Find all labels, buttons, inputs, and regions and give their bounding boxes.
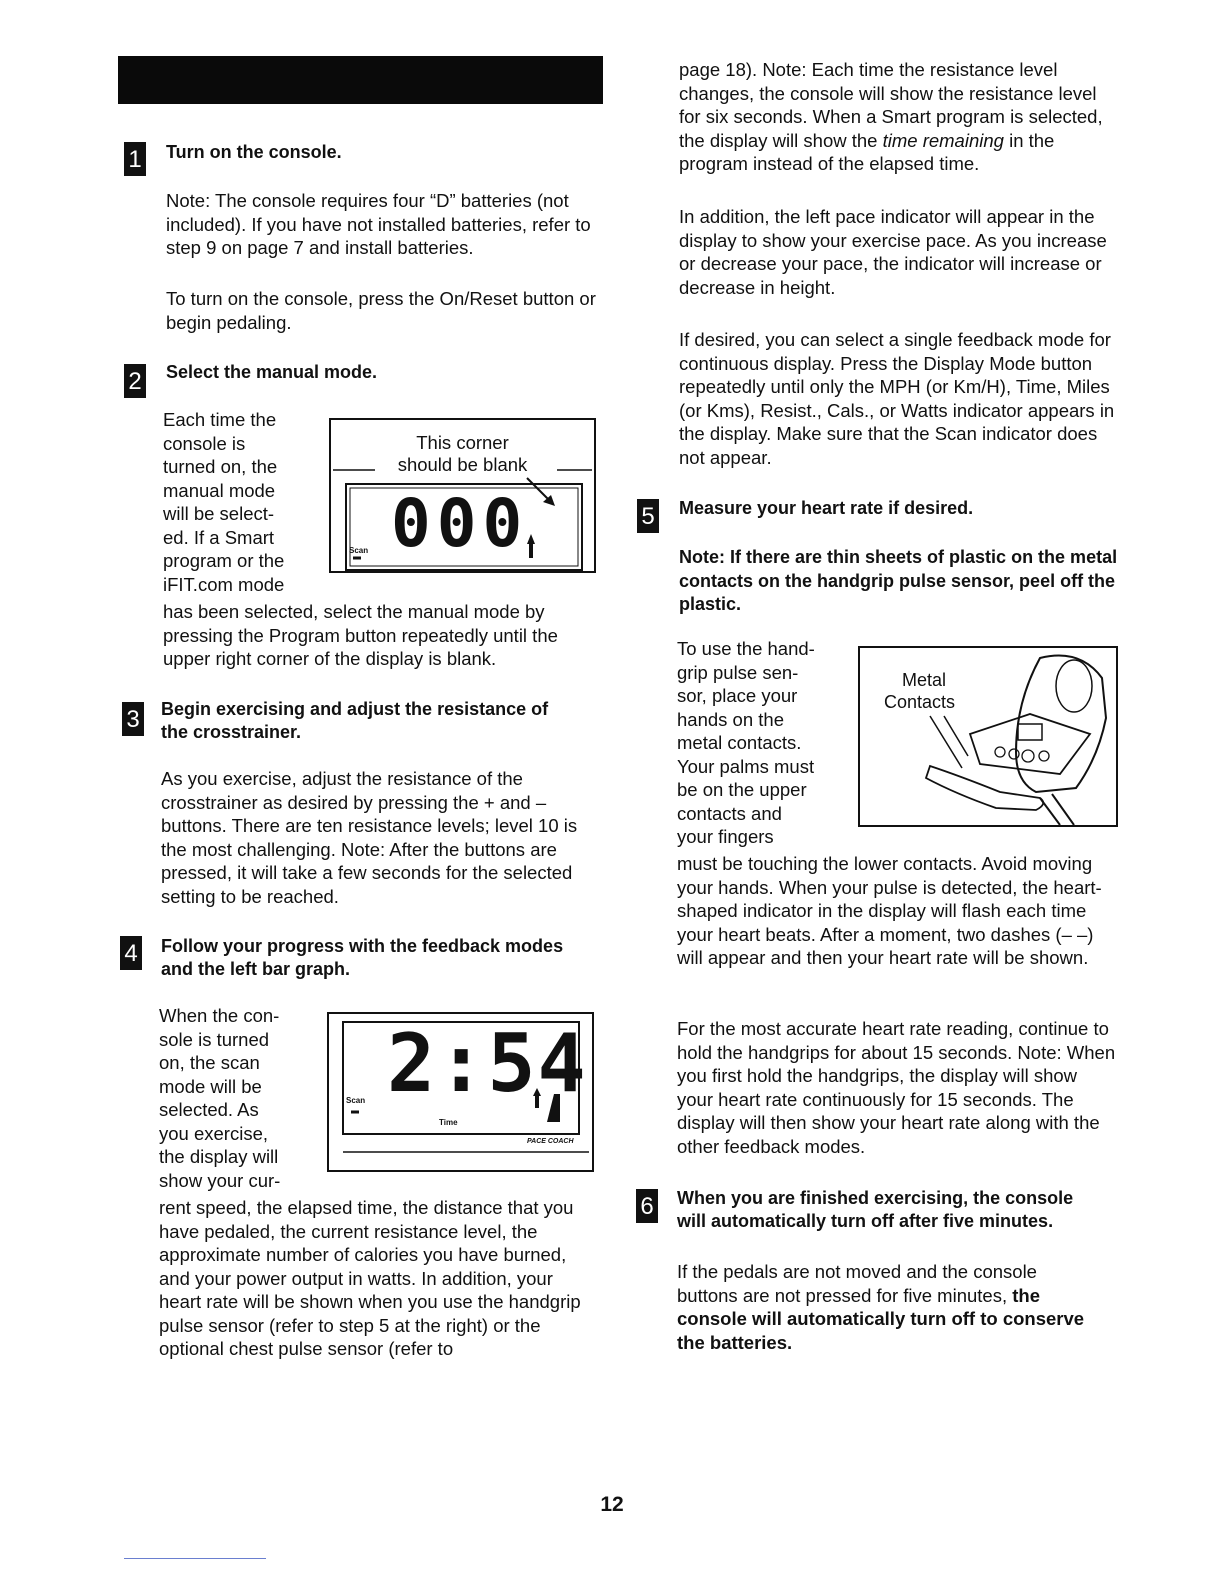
bold-text: the console will automatically turn off to conserve the batteries. — [677, 1284, 1085, 1353]
right-paragraph-2: In addition, the left pace indicator will appear in the display to show your exercise pace. As you increase or decrease your pace, the indicator will increase or decrease in height. — [679, 206, 1107, 298]
scan-indicator: Scan — [349, 546, 369, 555]
step-6-body — [677, 1260, 1097, 1354]
callout-line-2: should be blank — [397, 454, 528, 475]
text-run: page 18). Note: Each time the resistance level changes, the console will show the resistance level for six seconds. When a Smart program is selected, the display will show the — [679, 59, 1103, 151]
text-line: on, the scan — [159, 1052, 260, 1073]
step-2-title: Select the manual mode. — [166, 362, 378, 382]
step-3-number: 3 — [122, 702, 144, 736]
footer-rule — [124, 1558, 266, 1559]
step-1-title: Turn on the console. — [166, 142, 342, 162]
text-run: in the program instead of the elapsed time. — [679, 129, 1055, 174]
text-line: be on the upper — [677, 779, 807, 800]
text-line: When the con- — [159, 1005, 280, 1026]
text-line: selected. As — [159, 1099, 259, 1120]
scan-mode-display-figure — [327, 1012, 594, 1172]
step-3-body: As you exercise, adjust the resistance of the crosstrainer as desired by pressing the + and – buttons. There are ten resistance levels; level 10 is the most challenging. Note: After the buttons are pressed, it will take a few seconds for the selected setting to be reached. — [161, 768, 578, 907]
text-line: the display will — [159, 1146, 279, 1167]
text-line: will be select- — [163, 503, 275, 524]
page-number: 12 — [600, 1493, 624, 1516]
step-5-number: 5 — [637, 499, 659, 533]
handgrip-illustration — [860, 648, 1116, 825]
right-paragraph-3: If desired, you can select a single feedback mode for continuous display. Press the Display Mode button repeatedly until only the MPH (or Km/H), Time, Miles (or Kms), Resist., Cals., or Watts indicator appears in the display. Make sure that the Scan indicator does not appear. — [679, 329, 1115, 468]
step-5-title: Measure your heart rate if desired. — [679, 498, 974, 518]
step-3-title-line-2: the crosstrainer. — [161, 722, 302, 742]
text-line: you exercise, — [159, 1122, 268, 1144]
figure-label-contacts: Contacts — [884, 692, 956, 712]
text-line: console is — [163, 432, 246, 454]
figure-label-metal: Metal — [902, 670, 947, 690]
step-4-title-line-2: and the left bar graph. — [161, 959, 351, 979]
step-6-title-line-2: will automatically turn off after five minutes. — [677, 1211, 1054, 1231]
lcd-digits: 2:54 — [387, 1017, 588, 1110]
text-line: program or the — [163, 550, 285, 571]
step-5-wrapped-text — [677, 637, 852, 849]
manual-mode-display-figure — [329, 418, 596, 573]
step-5-paragraph-2: For the most accurate heart rate reading, continue to hold the handgrips for about 15 seconds. Note: When you first hold the handgrips, the display will show your heart rate continuously for 15 seconds. The display will then show your heart rate along with the other feedback modes. — [677, 1018, 1116, 1157]
step-6-number: 6 — [636, 1189, 658, 1223]
step-4-title-line-1: Follow your progress with the feedback modes — [161, 936, 564, 956]
step-5-continued: must be touching the lower contacts. Avoid moving your hands. When your pulse is detected, the heart-shaped indicator in the display will flash each time your heart beats. After a moment, two dashes (– –) will appear and then your heart rate will be shown. — [677, 853, 1102, 968]
scan-indicator: Scan — [346, 1096, 366, 1105]
step-2-wrapped-text — [163, 408, 323, 596]
step-6-title-line-1: When you are finished exercising, the console — [677, 1188, 1074, 1208]
step-5-note: Note: If there are thin sheets of plastic on the metal contacts on the handgrip pulse sensor, peel off the plastic. — [679, 547, 1118, 614]
text-line: Each time the — [163, 409, 277, 430]
text-line: grip pulse sen- — [677, 661, 799, 683]
step-2-continued: has been selected, select the manual mode by pressing the Program button repeatedly until the upper right corner of the display is blank. — [163, 601, 558, 669]
callout-line-1: This corner — [416, 432, 509, 453]
section-header-bar — [118, 56, 603, 104]
handgrip-pulse-sensor-figure — [858, 646, 1118, 827]
text-line: turned on, the — [163, 456, 278, 477]
text-line: To use the hand- — [677, 638, 815, 659]
step-1-number: 1 — [124, 142, 146, 176]
text-line: your fingers — [677, 826, 774, 847]
step-2-number: 2 — [124, 364, 146, 398]
text-line: mode will be — [159, 1075, 262, 1097]
lcd-digits: 000 — [391, 485, 529, 562]
text-line: contacts and — [677, 802, 782, 824]
text-line: manual mode — [163, 479, 276, 501]
text-line: iFIT.com mode — [163, 573, 285, 595]
brand-label: PACE COACH — [527, 1138, 574, 1145]
step-1-instructions: To turn on the console, press the On/Reset button or begin pedaling. — [166, 288, 596, 333]
time-indicator: Time — [439, 1118, 458, 1127]
text-line: metal contacts. — [677, 732, 802, 753]
step-4-number: 4 — [120, 936, 142, 970]
text-line: ed. If a Smart — [163, 526, 275, 548]
text-line: show your cur- — [159, 1169, 281, 1191]
text-line: sole is turned — [159, 1028, 270, 1050]
text-line: hands on the — [677, 708, 784, 730]
text-line: sor, place your — [677, 685, 798, 706]
step-4-wrapped-text — [159, 1004, 319, 1192]
right-paragraph-1 — [679, 58, 1119, 176]
step-3-title-line-1: Begin exercising and adjust the resistance of — [161, 699, 549, 719]
text-line: Your palms must — [677, 755, 815, 777]
step-4-continued: rent speed, the elapsed time, the distance that you have pedaled, the current resistance level, the approximate number of calories you have burned, and your power output in watts. In addition, your heart rate will be shown when you use the handgrip pulse sensor (refer to step 5 at the right) or the optional chest pulse sensor (refer to — [159, 1197, 581, 1359]
step-1-note: Note: The console requires four “D” batteries (not included). If you have not installed batteries, refer to step 9 on page 7 and install batteries. — [166, 190, 591, 258]
text-run: If the pedals are not moved and the console buttons are not pressed for five minutes, — [677, 1261, 1037, 1306]
emphasis-text: time remaining — [882, 129, 1004, 151]
